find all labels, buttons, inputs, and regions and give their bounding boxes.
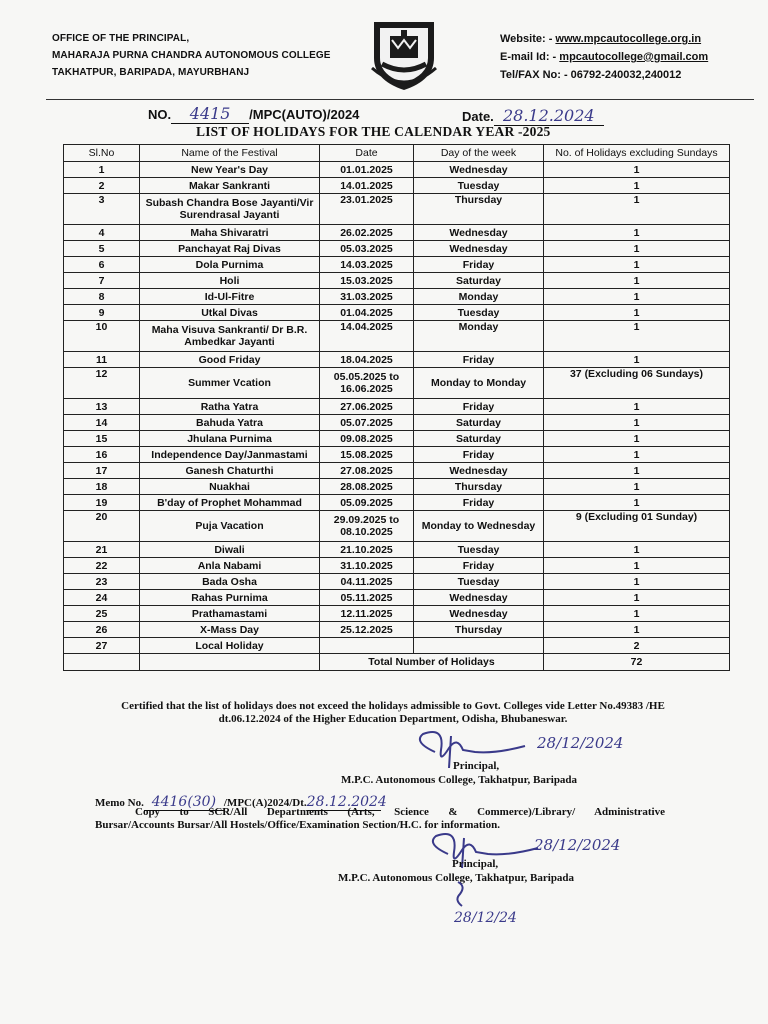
cell-day: Tuesday [414,178,544,194]
cell-festival: Anla Nabami [140,558,320,574]
cell-festival: Local Holiday [140,638,320,654]
cell-date: 28.08.2025 [320,479,414,495]
cell-day: Friday [414,352,544,368]
cell-count: 1 [544,574,730,590]
cell-day [414,638,544,654]
document-title: LIST OF HOLIDAYS FOR THE CALENDAR YEAR -2025 [196,124,551,139]
website-link[interactable]: www.mpcautocollege.org.in [555,33,702,45]
cell-festival: New Year's Day [140,162,320,178]
copy-line-2: Bursar/Accounts Bursar/All Hostels/Office/Examination Section/H.C. for information. [95,819,500,831]
office-line-3: TAKHATPUR, BARIPADA, MAYURBHANJ [52,67,250,78]
total-label: Total Number of Holidays [320,654,544,671]
cell-slno: 10 [64,321,140,352]
cell-slno: 4 [64,225,140,241]
cell-festival: Bahuda Yatra [140,415,320,431]
cell-festival: Puja Vacation [140,511,320,542]
cell-date: 04.11.2025 [320,574,414,590]
cell-day: Friday [414,447,544,463]
telfax-line: Tel/FAX No: - 06792-240032,240012 [500,69,682,81]
holiday-table [63,144,730,671]
cell-count: 1 [544,415,730,431]
signature-2-date: 28/12/2024 [534,836,621,854]
cell-count: 1 [544,289,730,305]
cell-festival: Maha Visuva Sankranti/ Dr B.R. Ambedkar Jayanti [140,321,320,352]
cell-slno: 12 [64,368,140,399]
cell-count: 1 [544,257,730,273]
cell-count: 1 [544,590,730,606]
table-row [64,194,730,225]
total-value: 72 [544,654,730,671]
col-header-festival: Name of the Festival [140,145,320,162]
cell-date: 15.08.2025 [320,447,414,463]
cell-festival: B'day of Prophet Mohammad [140,495,320,511]
table-row [64,495,730,511]
cell-day: Saturday [414,431,544,447]
cell-date: 14.01.2025 [320,178,414,194]
table-row [64,431,730,447]
cell-count: 1 [544,622,730,638]
table-row [64,289,730,305]
cell-slno: 16 [64,447,140,463]
cell-day: Tuesday [414,305,544,321]
cell-count: 1 [544,241,730,257]
table-row [64,399,730,415]
table-row [64,574,730,590]
cell-festival: Holi [140,273,320,289]
signature-block-2 [338,828,658,884]
cell-slno: 11 [64,352,140,368]
cell-day: Thursday [414,194,544,225]
table-row [64,447,730,463]
col-header-day: Day of the week [414,145,544,162]
cell-slno: 23 [64,574,140,590]
cell-date [320,638,414,654]
table-row [64,368,730,399]
cell-festival: X-Mass Day [140,622,320,638]
cell-date: 14.03.2025 [320,257,414,273]
cell-day: Monday [414,321,544,352]
cell-count: 2 [544,638,730,654]
cell-festival: Subash Chandra Bose Jayanti/Vir Surendrasal Jayanti [140,194,320,225]
initial-signature-icon [448,880,478,908]
reference-number: NO. 4415 /MPC(AUTO)/2024 [148,104,360,123]
cell-count: 1 [544,558,730,574]
email-link[interactable]: mpcautocollege@gmail.com [559,51,709,63]
cell-day: Friday [414,399,544,415]
cell-date: 12.11.2025 [320,606,414,622]
cell-slno: 26 [64,622,140,638]
cell-festival: Rahas Purnima [140,590,320,606]
cell-slno: 18 [64,479,140,495]
cell-count: 1 [544,178,730,194]
table-row [64,305,730,321]
col-header-slno: Sl.No [64,145,140,162]
cell-day: Friday [414,257,544,273]
cell-slno: 22 [64,558,140,574]
cell-day: Monday [414,289,544,305]
cell-slno: 21 [64,542,140,558]
cell-day: Friday [414,558,544,574]
table-row [64,638,730,654]
header-divider [46,99,754,100]
table-row [64,590,730,606]
cell-date: 18.04.2025 [320,352,414,368]
cell-day: Wednesday [414,606,544,622]
table-row [64,622,730,638]
cell-festival: Makar Sankranti [140,178,320,194]
cell-slno: 1 [64,162,140,178]
col-header-count: No. of Holidays excluding Sundays [544,145,730,162]
office-address [52,30,331,81]
cell-count: 1 [544,447,730,463]
cell-slno: 14 [64,415,140,431]
cell-day: Thursday [414,479,544,495]
college-emblem-icon [368,18,440,92]
initial-date: 28/12/24 [454,910,517,926]
cell-slno: 15 [64,431,140,447]
cell-festival: Ganesh Chaturthi [140,463,320,479]
cell-slno: 27 [64,638,140,654]
col-header-date: Date [320,145,414,162]
table-row [64,479,730,495]
reference-number-value: 4415 [171,104,249,124]
cell-slno: 3 [64,194,140,225]
cell-count: 1 [544,225,730,241]
cell-count: 1 [544,431,730,447]
cell-slno: 7 [64,273,140,289]
table-row [64,162,730,178]
cell-day: Monday to Monday [414,368,544,399]
cell-day: Friday [414,495,544,511]
cell-date: 26.02.2025 [320,225,414,241]
cell-count: 1 [544,542,730,558]
table-row [64,178,730,194]
cell-slno: 17 [64,463,140,479]
cell-festival: Nuakhai [140,479,320,495]
cell-day: Wednesday [414,162,544,178]
cell-count: 37 (Excluding 06 Sundays) [544,368,730,399]
cell-day: Thursday [414,622,544,638]
cell-date: 31.03.2025 [320,289,414,305]
cell-count: 1 [544,162,730,178]
cell-count: 1 [544,479,730,495]
cell-date: 21.10.2025 [320,542,414,558]
table-row [64,257,730,273]
table-row [64,511,730,542]
cell-day: Tuesday [414,542,544,558]
cell-day: Wednesday [414,590,544,606]
cell-slno: 25 [64,606,140,622]
cell-date: 01.04.2025 [320,305,414,321]
signature-1-org: M.P.C. Autonomous College, Takhatpur, Baripada [341,774,578,786]
cell-slno: 9 [64,305,140,321]
contact-info [500,30,708,84]
cell-slno: 13 [64,399,140,415]
table-row [64,415,730,431]
table-row [64,321,730,352]
signature-1-date: 28/12/2024 [537,734,624,752]
cell-festival: Independence Day/Janmastami [140,447,320,463]
signature-1-title: Principal, [453,760,500,772]
cell-day: Saturday [414,415,544,431]
cell-festival: Bada Osha [140,574,320,590]
copy-line-1: Copy to SCR/All Departments (Arts, Science & Commerce)/Library/ Administrative [135,806,665,818]
signature-2-org: M.P.C. Autonomous College, Takhatpur, Baripada [338,872,575,884]
cell-count: 1 [544,305,730,321]
cell-festival: Prathamastami [140,606,320,622]
cell-date: 15.03.2025 [320,273,414,289]
table-row [64,558,730,574]
cell-festival: Utkal Divas [140,305,320,321]
cell-count: 1 [544,321,730,352]
cell-date: 27.06.2025 [320,399,414,415]
cell-day: Saturday [414,273,544,289]
cell-festival: Dola Purnima [140,257,320,273]
certification-text: Certified that the list of holidays does not exceed the holidays admissible to Govt. Colleges vide Letter No.49383 /HE dt.06.12.2024 of the Higher Education Department, Odisha, Bhubaneswar. [121,700,665,725]
cell-date: 05.03.2025 [320,241,414,257]
table-row [64,352,730,368]
cell-date: 05.09.2025 [320,495,414,511]
cell-day: Wednesday [414,241,544,257]
cell-count: 1 [544,273,730,289]
memo-number-value: 4416(30) [144,794,224,811]
cell-day: Wednesday [414,463,544,479]
signature-block-1 [341,728,645,786]
cell-date: 05.11.2025 [320,590,414,606]
memo-date-value: 28.12.2024 [306,794,387,810]
cell-count: 1 [544,399,730,415]
cell-festival: Panchayat Raj Divas [140,241,320,257]
cell-date: 27.08.2025 [320,463,414,479]
cell-slno: 2 [64,178,140,194]
table-row [64,273,730,289]
reference-date: Date. 28.12.2024 [462,106,604,126]
cell-slno: 6 [64,257,140,273]
table-header-row [64,145,730,162]
email-line: E-mail Id: - mpcautocollege@gmail.com [500,51,709,63]
cell-count: 1 [544,463,730,479]
cell-festival: Diwali [140,542,320,558]
total-row [64,654,730,671]
cell-slno: 20 [64,511,140,542]
cell-date: 01.01.2025 [320,162,414,178]
cell-date: 23.01.2025 [320,194,414,225]
website-line: Website: - www.mpcautocollege.org.in [500,33,702,45]
cell-slno: 5 [64,241,140,257]
cell-slno: 19 [64,495,140,511]
cell-festival: Ratha Yatra [140,399,320,415]
cell-date: 05.05.2025 to 16.06.2025 [320,368,414,399]
cell-date: 25.12.2025 [320,622,414,638]
signature-2-title: Principal, [452,858,499,870]
cell-day: Monday to Wednesday [414,511,544,542]
memo-line: Memo No. 4416(30) /MPC(A)2024/Dt.28.12.2024 [95,794,387,810]
office-line-2: MAHARAJA PURNA CHANDRA AUTONOMOUS COLLEGE [52,50,331,61]
cell-count: 1 [544,606,730,622]
cell-count: 1 [544,495,730,511]
cell-festival: Id-Ul-Fitre [140,289,320,305]
cell-day: Wednesday [414,225,544,241]
cell-slno: 8 [64,289,140,305]
office-line-1: OFFICE OF THE PRINCIPAL, [52,33,190,44]
cell-festival: Maha Shivaratri [140,225,320,241]
cell-count: 1 [544,352,730,368]
cell-date: 14.04.2025 [320,321,414,352]
cell-date: 09.08.2025 [320,431,414,447]
cell-day: Tuesday [414,574,544,590]
cell-date: 31.10.2025 [320,558,414,574]
table-row [64,241,730,257]
cell-count: 1 [544,194,730,225]
table-row [64,463,730,479]
cell-festival: Good Friday [140,352,320,368]
cell-count: 9 (Excluding 01 Sunday) [544,511,730,542]
table-row [64,606,730,622]
initial-block [448,880,517,926]
cell-festival: Summer Vcation [140,368,320,399]
cell-festival: Jhulana Purnima [140,431,320,447]
reference-date-value: 28.12.2024 [494,106,604,126]
cell-date: 29.09.2025 to 08.10.2025 [320,511,414,542]
table-row [64,542,730,558]
cell-date: 05.07.2025 [320,415,414,431]
cell-slno: 24 [64,590,140,606]
table-row [64,225,730,241]
